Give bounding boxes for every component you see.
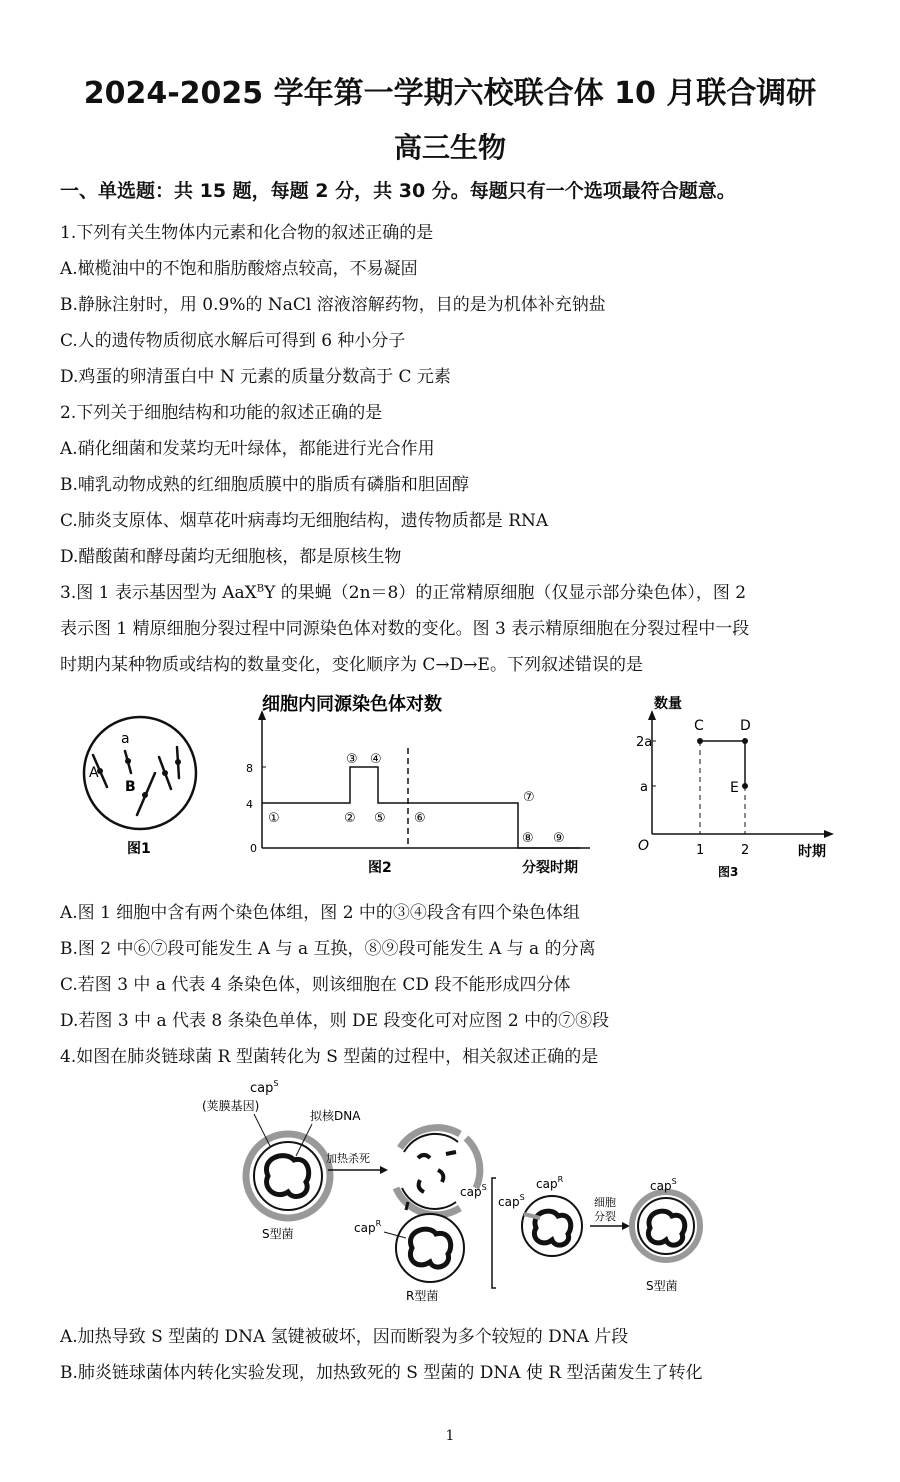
q1-option-a: A.橄榄油中的不饱和脂肪酸熔点较高，不易凝固 <box>60 259 418 279</box>
q1-stem: 1.下列有关生物体内元素和化合物的叙述正确的是 <box>60 223 434 243</box>
q3-stem-line3: 时期内某种物质或结构的数量变化，变化顺序为 C→D→E。下列叙述错误的是 <box>60 655 643 675</box>
q3-stem-line2: 表示图 1 精原细胞分裂过程中同源染色体对数的变化。图 3 表示精原细胞在分裂过程中一段 <box>60 619 750 639</box>
q3-option-d: D.若图 3 中 a 代表 8 条染色单体，则 DE 段变化可对应图 2 中的⑦⑧段 <box>60 1011 610 1031</box>
fig1-caption: 图1 <box>127 841 151 857</box>
doc-subtitle: 高三生物 <box>393 131 506 164</box>
figure-2 <box>240 690 610 885</box>
fig3-origin: O <box>638 838 650 854</box>
q2-option-c: C.肺炎支原体、烟草花叶病毒均无细胞结构，遗传物质都是 RNA <box>60 511 549 531</box>
fig3-xtick-1: 1 <box>696 843 705 858</box>
fig4-dna-label: 拟核DNA <box>310 1109 361 1123</box>
fig4-r-label: R型菌 <box>406 1289 439 1303</box>
fig3-caption: 图3 <box>718 865 739 879</box>
fig4-cap-r-label-1: cap$^R$ <box>354 1219 382 1235</box>
q1-option-b: B.静脉注射时，用 0.9%的 NaCl 溶液溶解药物，目的是为机体补充钠盐 <box>60 295 606 315</box>
fig4-s-label-2: S型菌 <box>646 1279 678 1293</box>
doc-title: 2024-2025 学年第一学期六校联合体 10 月联合调研 <box>83 76 817 111</box>
fig4-gene-label: (荚膜基因) <box>202 1099 260 1113</box>
fig2-seg-6: ⑥ <box>414 811 426 826</box>
fig2-seg-3: ③ <box>346 752 358 767</box>
fig2-title: 细胞内同源染色体对数 <box>262 694 442 715</box>
figure-4 <box>190 1078 710 1310</box>
fig3-ytick-2a: 2a <box>636 735 653 750</box>
q2-option-d: D.醋酸菌和酵母菌均无细胞核，都是原核生物 <box>60 547 402 567</box>
fig2-seg-2: ② <box>344 811 356 826</box>
fig2-seg-8: ⑧ <box>522 831 534 846</box>
fig3-xtick-2: 2 <box>741 843 750 858</box>
q4-option-b: B.肺炎链球菌体内转化实验发现，加热致死的 S 型菌的 DNA 使 R 型活菌发生了转化 <box>60 1363 703 1383</box>
fig4-heat-label: 加热杀死 <box>326 1152 370 1165</box>
fig2-seg-9: ⑨ <box>553 831 565 846</box>
fig2-caption: 图2 <box>368 860 392 876</box>
fig4-cap-r-label-2: cap$^R$ <box>536 1175 564 1191</box>
q3-option-c: C.若图 3 中 a 代表 4 条染色体，则该细胞在 CD 段不能形成四分体 <box>60 975 571 995</box>
fig4-r-bacterium <box>396 1214 464 1282</box>
fig4-cap-s-label-3: cap$^S$ <box>498 1193 525 1209</box>
fig4-transforming-bacterium <box>522 1196 582 1256</box>
fig4-killed-s-bacterium <box>396 1128 480 1215</box>
fig2-seg-5: ⑤ <box>374 811 386 826</box>
q2-option-b: B.哺乳动物成熟的红细胞质膜中的脂质有磷脂和胆固醇 <box>60 475 469 495</box>
page-number: 1 <box>445 1428 455 1444</box>
q2-option-a: A.硝化细菌和发菜均无叶绿体，都能进行光合作用 <box>60 439 435 459</box>
fig4-division-label-2: 分裂 <box>594 1210 616 1223</box>
fig2-xlabel: 分裂时期 <box>522 860 578 876</box>
fig1-label-A: A <box>89 765 99 781</box>
fig2-seg-4: ④ <box>370 752 382 767</box>
fig3-point-E: E <box>730 780 739 796</box>
fig4-s-label-1: S型菌 <box>262 1227 294 1241</box>
fig3-point-D: D <box>740 718 751 734</box>
q3-option-a: A.图 1 细胞中含有两个染色体组，图 2 中的③④段含有四个染色体组 <box>60 903 580 923</box>
q4-option-a: A.加热导致 S 型菌的 DNA 氢键被破坏，因而断裂为多个较短的 DNA 片段 <box>60 1327 629 1347</box>
fig4-cap-s-label-4: cap$^S$ <box>650 1177 677 1193</box>
fig2-ytick-0: 0 <box>250 842 257 855</box>
fig2-seg-7: ⑦ <box>523 790 535 805</box>
fig4-cap-s-label-1: cap$^S$ <box>250 1079 279 1096</box>
fig3-point-C: C <box>694 718 704 734</box>
q1-option-c: C.人的遗传物质彻底水解后可得到 6 种小分子 <box>60 331 406 351</box>
fig2-seg-1: ① <box>268 811 280 826</box>
fig3-xlabel: 时期 <box>798 844 826 860</box>
fig2-ytick-8: 8 <box>246 762 253 775</box>
fig3-ytick-a: a <box>640 780 648 795</box>
q4-stem: 4.如图在肺炎链球菌 R 型菌转化为 S 型菌的过程中，相关叙述正确的是 <box>60 1047 599 1067</box>
fig1-label-a: a <box>121 731 130 747</box>
section-heading: 一、单选题：共 15 题，每题 2 分，共 30 分。每题只有一个选项最符合题意。 <box>60 180 736 202</box>
fig3-ylabel: 数量 <box>654 696 682 712</box>
q2-stem: 2.下列关于细胞结构和功能的叙述正确的是 <box>60 403 383 423</box>
q3-option-b: B.图 2 中⑥⑦段可能发生 A 与 a 互换，⑧⑨段可能发生 A 与 a 的分离 <box>60 939 596 959</box>
figure-3 <box>630 688 845 883</box>
q3-stem-line1: 3.图 1 表示基因型为 AaX$^B$Y 的果蝇（2n＝8）的正常精原细胞（仅显示部分染色体），图 2 <box>60 583 747 603</box>
fig2-ytick-4: 4 <box>246 798 253 811</box>
fig1-label-B: B <box>125 779 136 795</box>
fig4-s-bacterium <box>246 1134 330 1218</box>
fig4-cap-s-label-2: cap$^S$ <box>460 1183 487 1199</box>
q1-option-d: D.鸡蛋的卵清蛋白中 N 元素的质量分数高于 C 元素 <box>60 367 451 387</box>
fig4-new-s-bacterium <box>632 1192 700 1260</box>
fig4-division-label-1: 细胞 <box>594 1196 616 1209</box>
figure-1 <box>75 715 215 865</box>
